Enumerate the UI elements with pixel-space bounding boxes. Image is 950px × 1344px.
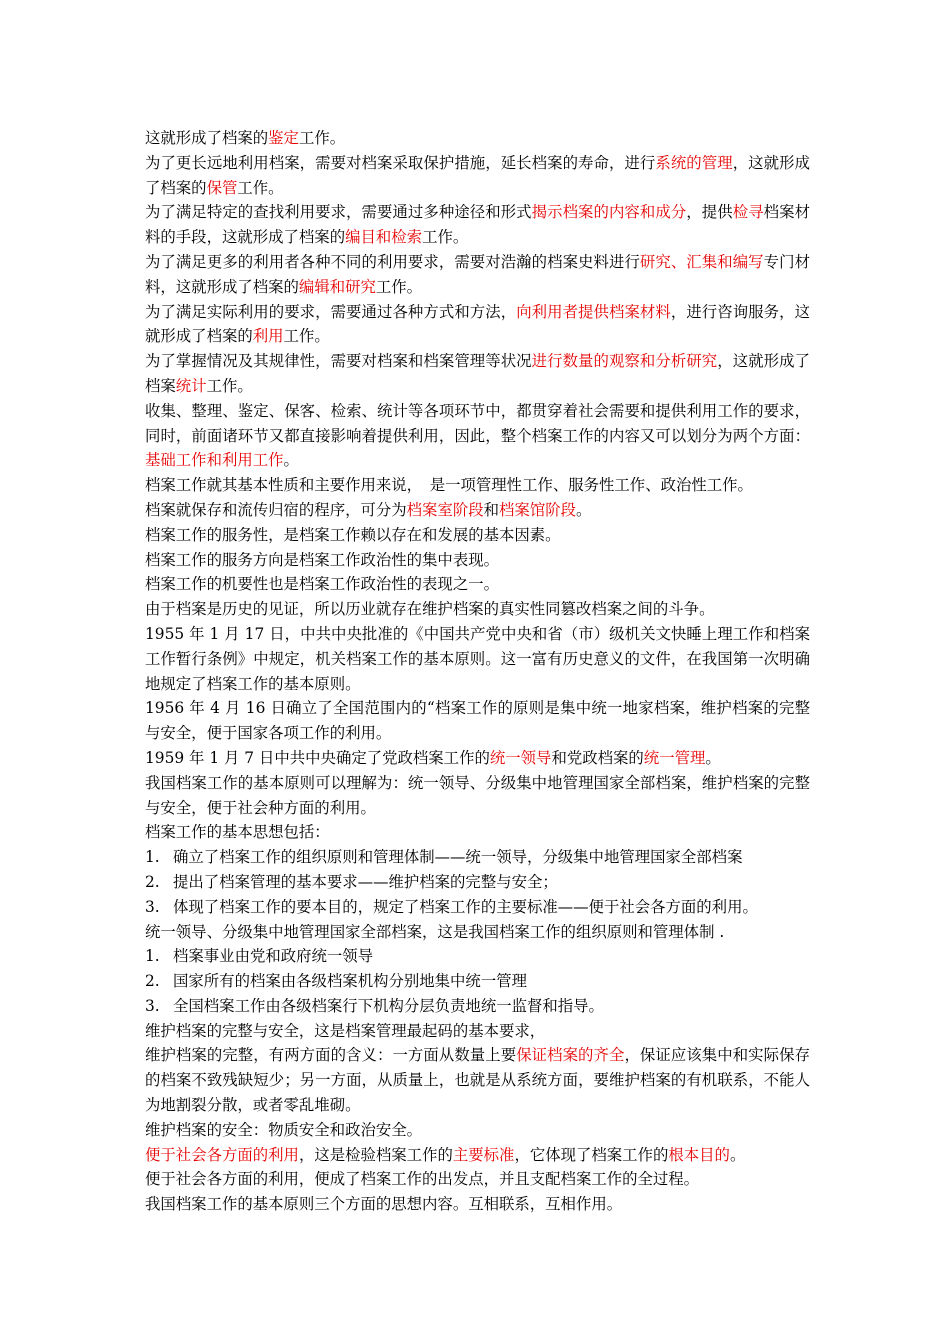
paragraph-group	[145, 1019, 810, 1217]
text-run: 。	[729, 1145, 746, 1164]
text-run: 1955 年 1 月 17 日，中共中央批准的《中国共产党中央和省（市）级机关文快睡上理工作和档案工作暂行条例》中规定，机关档案工作的基本原则。这一富有历史意义的文件，在我国第一次明确地规定了档案工作的基本原则。	[145, 624, 810, 693]
text-run: 档案工作就其基本性质和主要作用来说， 是一项管理性工作、服务性工作、政治性工作。	[145, 476, 753, 495]
text-run: 收集、整理、鉴定、保客、检索、统计等各项环节中，都贯穿着社会需要和提供利用工作的要求，同时，前面诸环节又都直接影响着提供利用，因此，整个档案工作的内容又可以划分为两个方面：	[145, 401, 810, 445]
text-run: 便于社会各方面的利用，便成了档案工作的出发点，并且支配档案工作的全过程。	[145, 1170, 700, 1189]
text-run: 为了满足实际利用的要求，需要通过各种方式和方法，	[145, 302, 517, 321]
highlighted-term: 便于	[145, 1145, 176, 1164]
text-run: 。	[705, 748, 721, 767]
text-run: 为了掌握情况及其规律性，需要对档案和档案管理等状况	[145, 352, 532, 371]
list-item	[145, 944, 810, 969]
paragraph	[145, 696, 810, 746]
list-text: 体现了档案工作的要本目的，规定了档案工作的主要标准——便于社会各方面的利用。	[173, 897, 758, 916]
highlighted-term: 编目和检索	[345, 228, 423, 247]
paragraph	[145, 349, 810, 399]
text-run: 档案工作的服务方向是档案工作政治性的集中表现。	[145, 550, 499, 569]
text-run: 档案就保存和流传归宿的程序，可分为	[145, 500, 407, 519]
list-text: 国家所有的档案由各级档案机构分别地集中统一管理	[173, 972, 527, 991]
paragraph	[145, 771, 810, 821]
text-run: 工作。	[375, 277, 423, 296]
paragraph	[145, 820, 810, 845]
highlighted-term: 保管	[206, 178, 238, 197]
list-number: 2.	[145, 972, 160, 991]
text-run: ，这是检验档案工作的	[298, 1145, 453, 1164]
text-run: 维护档案的完整，有两方面的含义：一方面从数量上要	[145, 1046, 517, 1065]
highlighted-term: 编辑和研究	[298, 277, 376, 296]
highlighted-term: 鉴定	[268, 129, 299, 147]
text-run: 。	[576, 500, 592, 519]
paragraph	[145, 746, 810, 771]
text-run: 为了满足更多的利用者各种不同的利用要求，需要对浩瀚的档案史料进行	[145, 252, 640, 271]
text-run: 工作。	[237, 178, 284, 197]
paragraph	[145, 151, 810, 201]
paragraph	[145, 473, 810, 498]
list-item	[145, 895, 810, 920]
highlighted-term: 统一管理	[643, 748, 706, 767]
paragraph	[145, 300, 810, 350]
list-number: 3.	[145, 897, 160, 916]
text-run: ，保证应该集中和实际保存的档案不致残缺短少；另一方面，从质量上，也就是从系统方面，要维护档案的有机联系，不能人为地割裂分散，或者零乱堆砌。	[145, 1046, 810, 1115]
text-run: 1959 年 1 月 7 日中共中央确定了党政档案工作的	[145, 748, 490, 767]
highlighted-term: 统一领导	[489, 748, 552, 767]
text-run: 工作。	[422, 228, 469, 247]
paragraph	[145, 498, 810, 523]
paragraph	[145, 572, 810, 597]
paragraph	[145, 1019, 810, 1044]
list-number: 2.	[145, 872, 160, 891]
text-run: 和	[483, 500, 500, 519]
text-run: 工作。	[298, 129, 346, 147]
highlighted-term: 揭示档案的内容和成分	[531, 203, 687, 222]
paragraph	[145, 250, 810, 300]
highlighted-term: 档案馆阶段	[499, 500, 576, 519]
paragraph	[145, 1043, 810, 1117]
text-run: ，进行咨询服务，这就形成了档案的	[145, 302, 810, 346]
paragraph	[145, 920, 810, 945]
list-item	[145, 969, 810, 994]
paragraph	[145, 399, 810, 473]
list-text: 提出了档案管理的基本要求——维护档案的完整与安全；	[173, 872, 558, 891]
text-run: 1956 年 4 月 16 日确立了全国范围内的“档案工作的原则是集中统一地家档案，维护档案的完整与安全，便于国家各项工作的利用。	[145, 699, 810, 743]
paragraph	[145, 597, 810, 622]
paragraph	[145, 1143, 810, 1168]
basic-ideas-list	[145, 845, 810, 919]
text-run: 我国档案工作的基本原则可以理解为：统一领导、分级集中地管理国家全部档案，维护档案的完整与安全，便于社会种方面的利用。	[145, 773, 810, 817]
paragraph	[145, 200, 810, 250]
text-run: ，这就形成了档案的	[145, 153, 810, 197]
paragraph-group	[145, 126, 810, 845]
text-run: 为了满足特定的查找利用要求，需要通过多种途径和形式	[145, 203, 532, 222]
paragraph-group	[145, 920, 810, 945]
highlighted-term: 向利用者提供档案材料	[516, 302, 671, 321]
highlighted-term: 统计	[175, 376, 207, 395]
text-run: 档案工作的服务性，是档案工作赖以存在和发展的基本因素。	[145, 525, 561, 544]
highlighted-term: 进行数量的观察和分析研究	[531, 352, 718, 371]
paragraph	[145, 1167, 810, 1192]
highlighted-term: 系统的管理	[655, 153, 733, 172]
list-number: 1.	[145, 848, 160, 867]
text-run: 专门材料，这就形成了档案的	[145, 252, 810, 296]
list-number: 1.	[145, 947, 160, 966]
text-run: 工作。	[283, 327, 330, 346]
text-run: 维护档案的安全：物质安全和政治安全。	[145, 1120, 423, 1139]
highlighted-term: 研究、汇集和编写	[639, 252, 764, 271]
text-run: 和党政档案的	[551, 748, 644, 767]
text-run: 档案工作的基本思想包括：	[145, 823, 330, 842]
text-run: 统一领导、分级集中地管理国家全部档案，这是我国档案工作的组织原则和管理体制 .	[145, 922, 725, 941]
paragraph	[145, 622, 810, 696]
text-run: ，提供	[686, 203, 733, 222]
list-item	[145, 870, 810, 895]
text-run: 为了更长远地利用档案，需要对档案采取保护措施，延长档案的寿命，进行	[145, 153, 656, 172]
text-run: 我国档案工作的基本原则三个方面的思想内容。互相联系，互相作用。	[145, 1195, 623, 1214]
highlighted-term: 主要标准	[452, 1145, 515, 1164]
text-run: 维护档案的完整与安全，这是档案管理最起码的基本要求，	[145, 1021, 546, 1040]
paragraph	[145, 548, 810, 573]
paragraph	[145, 126, 810, 151]
highlighted-term: 保证档案的齐全	[516, 1046, 625, 1065]
text-run: 档案材料的手段，这就形成了档案的	[145, 203, 810, 247]
text-run: 由于档案是历史的见证，所以历业就存在维护档案的真实性同篡改档案之间的斗争。	[145, 600, 715, 619]
highlighted-term: 档案室阶段	[406, 500, 484, 519]
paragraph	[145, 1192, 810, 1217]
text-run: 。	[283, 451, 299, 470]
list-item	[145, 994, 810, 1019]
list-item	[145, 845, 810, 870]
paragraph	[145, 523, 810, 548]
text-run: 这就形成了档案的	[145, 129, 269, 147]
list-text: 档案事业由党和政府统一领导	[173, 947, 374, 966]
paragraph	[145, 1118, 810, 1143]
principle-list	[145, 944, 810, 1018]
highlighted-term: 基础工作和利用工作	[145, 451, 284, 470]
list-number: 3.	[145, 996, 160, 1015]
list-text: 确立了档案工作的组织原则和管理体制——统一领导，分级集中地管理国家全部档案	[173, 848, 743, 867]
text-run: 工作。	[206, 376, 253, 395]
list-text: 全国档案工作由各级档案行下机构分层负责地统一监督和指导。	[173, 996, 604, 1015]
document-body	[145, 126, 810, 1217]
text-run: ，它体现了档案工作的	[514, 1145, 669, 1164]
highlighted-term: 社会各方面的利用	[175, 1145, 299, 1164]
text-run: ，这就形成了档案	[145, 352, 810, 395]
highlighted-term: 检寻	[732, 203, 764, 222]
text-run: 档案工作的机要性也是档案工作政治性的表现之一。	[145, 575, 499, 594]
highlighted-term: 利用	[252, 327, 284, 346]
highlighted-term: 根本目的	[668, 1145, 730, 1164]
